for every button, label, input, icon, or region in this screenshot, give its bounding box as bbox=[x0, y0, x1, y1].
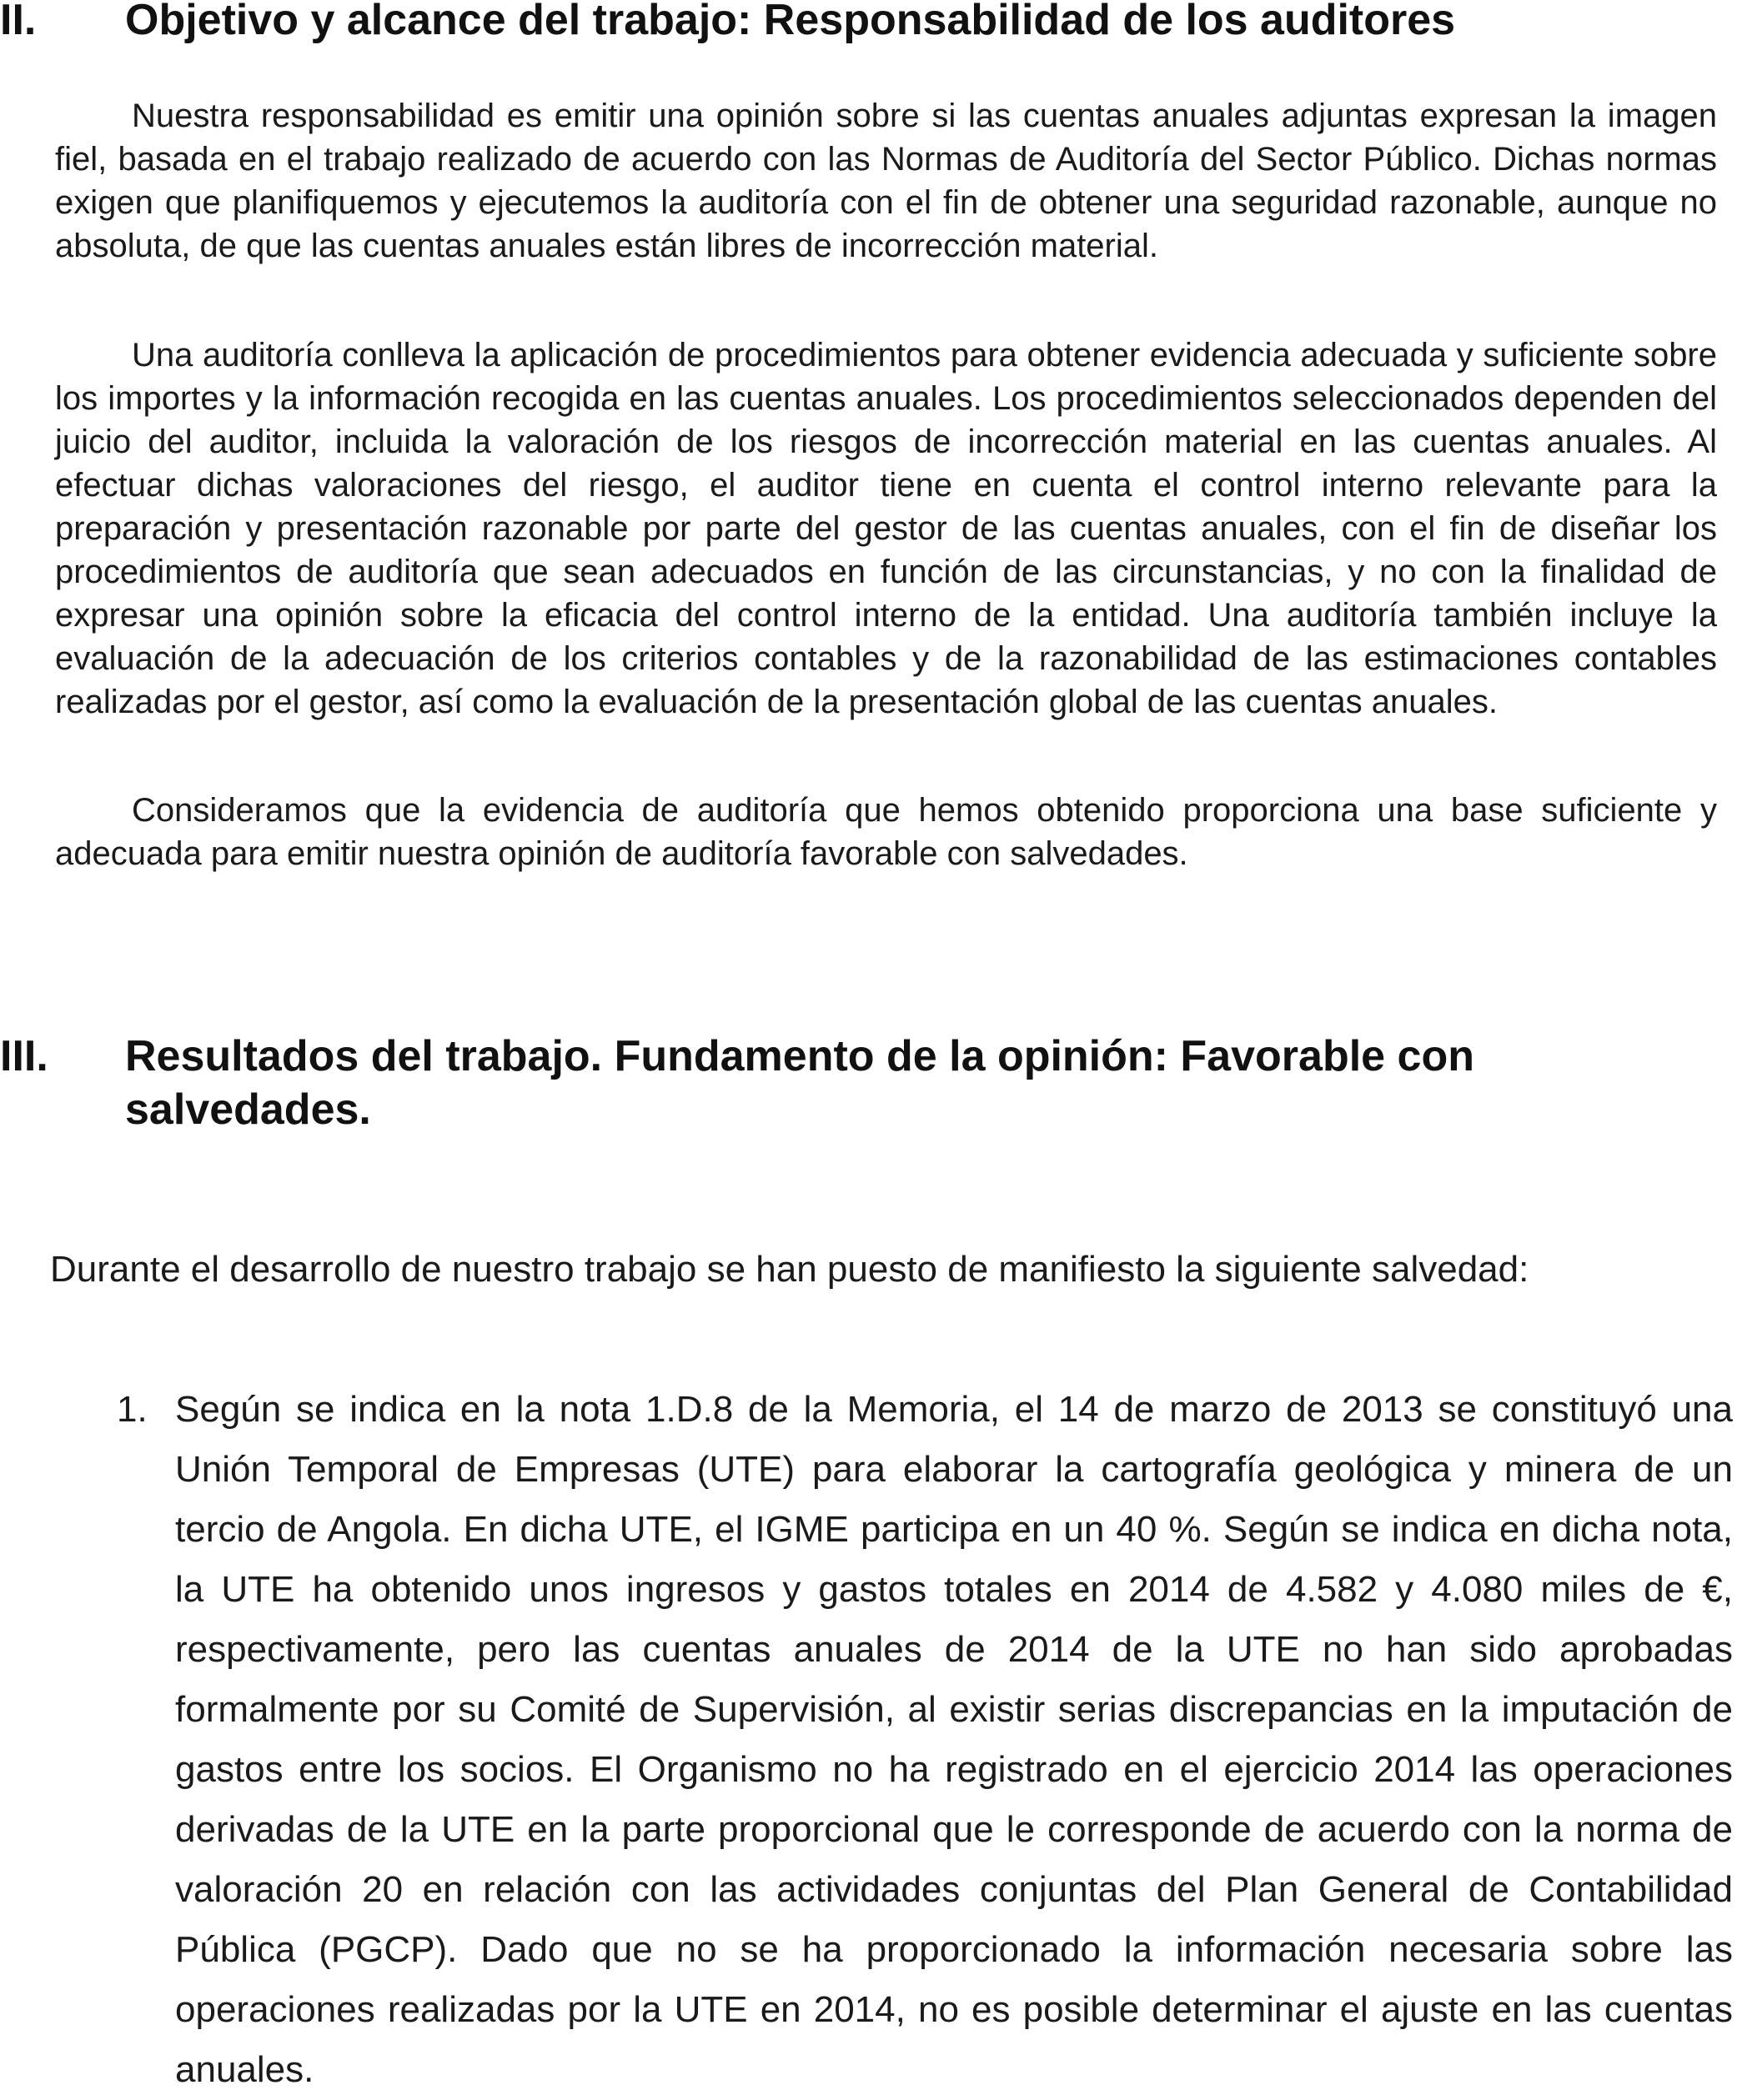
paragraph: Una auditoría conlleva la aplicación de procedimientos para obtener evidencia adecuada y suficiente sobre los importes y la información recogida en las cuentas anuales. Los procedimientos seleccionados dependen del juicio del auditor, incluida la valoración de los riesgos de incorrección material en las cuentas anuales. Al efectuar dichas valoraciones del riesgo, el auditor tiene en cuenta el control interno relevante para la preparación y presentación razonable por parte del gestor de las cuentas anuales, con el fin de diseñar los procedimientos de auditoría que sean adecuados en función de las circunstancias, y no con la finalidad de expresar una opinión sobre la eficacia del control interno de la entidad. Una auditoría también incluye la evaluación de la adecuación de los criterios contables y de la razonabilidad de las estimaciones contables realizadas por el gestor, así como la evaluación de la presentación global de las cuentas anuales. bbox=[55, 337, 1717, 720]
section-title: Objetivo y alcance del trabajo: Responsabilidad de los auditores bbox=[125, 0, 1456, 44]
section-heading bbox=[0, 0, 1737, 47]
list-item bbox=[117, 1380, 1733, 2100]
section-number: III. bbox=[0, 1032, 48, 1080]
section-number: II. bbox=[0, 0, 37, 44]
list-item-text: Según se indica en la nota 1.D.8 de la Memoria, el 14 de marzo de 2013 se constituyó una Unión Temporal de Empresas (UTE) para elaborar la cartografía geológica y minera de un tercio de Angola. En dicha UTE, el IGME participa en un 40 %. Según se indica en dicha nota, la UTE ha obtenido unos ingresos y gastos totales en 2014 de 4.582 y 4.080 miles de €, respectivamente, pero las cuentas anuales de 2014 de la UTE no han sido aprobadas formalmente por su Comité de Supervisión, al existir serias discrepancias en la imputación de gastos entre los socios. El Organismo no ha registrado en el ejercicio 2014 las operaciones derivadas de la UTE en la parte proporcional que le corresponde de acuerdo con la norma de valoración 20 en relación con las actividades conjuntas del Plan General de Contabilidad Pública (PGCP). Dado que no se ha proporcionado la información necesaria sobre las operaciones realizadas por la UTE en 2014, no es posible determinar el ajuste en las cuentas anuales. bbox=[175, 1389, 1733, 2090]
intro-paragraph: Durante el desarrollo de nuestro trabajo se han puesto de manifiesto la siguiente salvedad: bbox=[50, 1249, 1529, 1290]
section-title: Resultados del trabajo. Fundamento de la opinión: Favorable con salvedades. bbox=[125, 1032, 1474, 1134]
paragraph: Consideramos que la evidencia de auditoría que hemos obtenido proporciona una base suficiente y adecuada para emitir nuestra opinión de auditoría favorable con salvedades. bbox=[55, 792, 1717, 872]
paragraph: Nuestra responsabilidad es emitir una opinión sobre si las cuentas anuales adjuntas expresan la imagen fiel, basada en el trabajo realizado de acuerdo con las Normas de Auditoría del Sector Público. Dichas normas exigen que planifiquemos y ejecutemos la auditoría con el fin de obtener una seguridad razonable, aunque no absoluta, de que las cuentas anuales están libres de incorrección material. bbox=[55, 98, 1717, 264]
list-item-number: 1. bbox=[117, 1389, 148, 1430]
section-heading bbox=[0, 1030, 1668, 1136]
